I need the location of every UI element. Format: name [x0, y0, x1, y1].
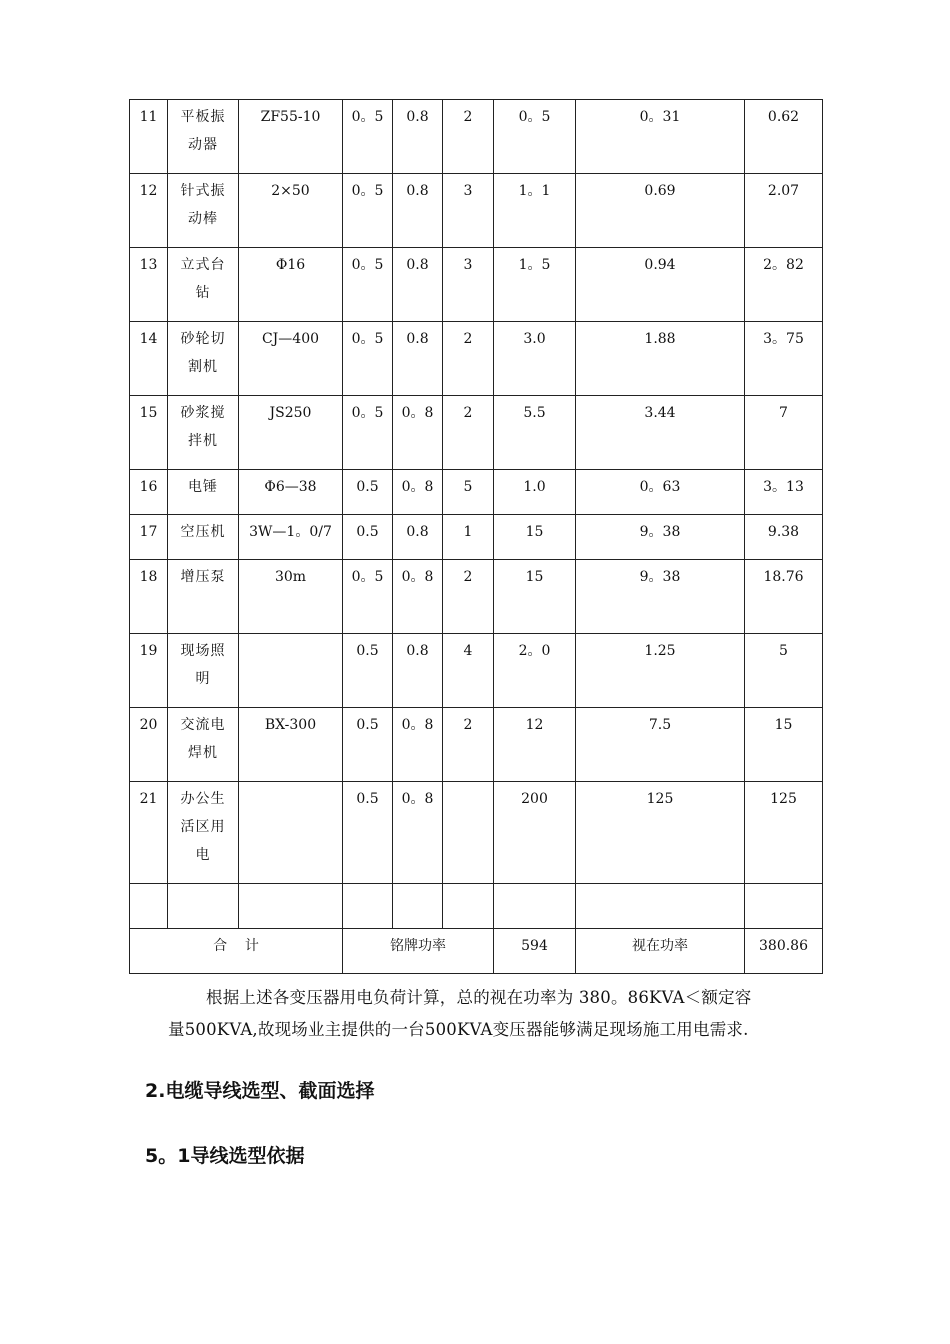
cell-model: [239, 634, 343, 708]
cell-pe: 15: [494, 560, 576, 634]
cell-qty: 2: [443, 560, 494, 634]
cell-pjs: 7.5: [576, 708, 745, 782]
cell-model: 30m: [239, 560, 343, 634]
cell-total: 3。13: [745, 470, 823, 515]
apparent-power-label: 视在功率: [576, 929, 745, 974]
cell-total: 5: [745, 634, 823, 708]
table-row: [130, 634, 823, 708]
table-row: [130, 322, 823, 396]
summary-paragraph: [168, 982, 828, 1046]
cell-kx: 0。5: [343, 396, 393, 470]
cell-kx: 0.5: [343, 782, 393, 884]
cell-empty: [393, 884, 443, 929]
cell-kx: 0.5: [343, 470, 393, 515]
cell-pjs: 9。38: [576, 515, 745, 560]
rated-power-label: 铭牌功率: [343, 929, 494, 974]
table-row: [130, 396, 823, 470]
cell-no: 17: [130, 515, 168, 560]
cell-pjs: 1.25: [576, 634, 745, 708]
section-heading-basis: 5。1导线选型依据: [145, 1145, 305, 1167]
cell-no: 18: [130, 560, 168, 634]
table-row-empty: [130, 884, 823, 929]
table-row: [130, 248, 823, 322]
table-body: [130, 100, 823, 974]
cell-total: 0.62: [745, 100, 823, 174]
section-heading-cable: 2.电缆导线选型、截面选择: [145, 1080, 375, 1102]
cell-model: Φ16: [239, 248, 343, 322]
cell-empty: [239, 884, 343, 929]
table-row: [130, 100, 823, 174]
cell-pjs: 0。63: [576, 470, 745, 515]
cell-empty: [443, 884, 494, 929]
cell-pe: 1。1: [494, 174, 576, 248]
cell-no: 21: [130, 782, 168, 884]
cell-kx: 0.5: [343, 515, 393, 560]
cell-model: CJ—400: [239, 322, 343, 396]
cell-cos: 0。8: [393, 396, 443, 470]
cell-qty: 5: [443, 470, 494, 515]
cell-qty: 2: [443, 396, 494, 470]
cell-pjs: 0.94: [576, 248, 745, 322]
cell-total: 2。82: [745, 248, 823, 322]
cell-model: 2×50: [239, 174, 343, 248]
cell-kx: 0。5: [343, 322, 393, 396]
cell-pjs: 0.69: [576, 174, 745, 248]
cell-model: 3W—1。0/7: [239, 515, 343, 560]
cell-empty: [576, 884, 745, 929]
cell-empty: [745, 884, 823, 929]
apparent-power-value: 380.86: [745, 929, 823, 974]
rated-power-value: 594: [494, 929, 576, 974]
cell-kx: 0.5: [343, 708, 393, 782]
cell-qty: [443, 782, 494, 884]
cell-qty: 3: [443, 174, 494, 248]
sum-label: 合 计: [130, 929, 343, 974]
cell-qty: 2: [443, 708, 494, 782]
cell-qty: 1: [443, 515, 494, 560]
cell-cos: 0.8: [393, 515, 443, 560]
cell-cos: 0。8: [393, 470, 443, 515]
cell-pe: 3.0: [494, 322, 576, 396]
cell-cos: 0.8: [393, 174, 443, 248]
cell-pe: 200: [494, 782, 576, 884]
cell-kx: 0。5: [343, 560, 393, 634]
cell-qty: 2: [443, 322, 494, 396]
table-row: [130, 782, 823, 884]
cell-name: 增压泵: [168, 560, 239, 634]
cell-pe: 5.5: [494, 396, 576, 470]
table-row: [130, 560, 823, 634]
cell-total: 2.07: [745, 174, 823, 248]
cell-no: 11: [130, 100, 168, 174]
cell-total: 9.38: [745, 515, 823, 560]
cell-no: 20: [130, 708, 168, 782]
cell-cos: 0.8: [393, 634, 443, 708]
cell-qty: 2: [443, 100, 494, 174]
cell-total: 7: [745, 396, 823, 470]
cell-empty: [130, 884, 168, 929]
cell-name: 电锤: [168, 470, 239, 515]
cell-empty: [168, 884, 239, 929]
table-row: [130, 174, 823, 248]
cell-qty: 3: [443, 248, 494, 322]
cell-no: 15: [130, 396, 168, 470]
summary-line-2: 量500KVA,故现场业主提供的一台500KVA变压器能够满足现场施工用电需求.: [168, 1020, 749, 1039]
cell-name: 平板振动器: [168, 100, 239, 174]
cell-empty: [494, 884, 576, 929]
table-row: [130, 470, 823, 515]
cell-pe: 2。0: [494, 634, 576, 708]
cell-name: 针式振动棒: [168, 174, 239, 248]
cell-pjs: 125: [576, 782, 745, 884]
cell-pjs: 9。38: [576, 560, 745, 634]
cell-pjs: 0。31: [576, 100, 745, 174]
table-row: [130, 515, 823, 560]
cell-cos: 0.8: [393, 100, 443, 174]
cell-qty: 4: [443, 634, 494, 708]
cell-no: 13: [130, 248, 168, 322]
cell-name: 砂浆搅拌机: [168, 396, 239, 470]
cell-name: 砂轮切割机: [168, 322, 239, 396]
cell-pe: 15: [494, 515, 576, 560]
cell-no: 16: [130, 470, 168, 515]
cell-no: 19: [130, 634, 168, 708]
cell-pe: 1。5: [494, 248, 576, 322]
cell-total: 18.76: [745, 560, 823, 634]
cell-total: 3。75: [745, 322, 823, 396]
cell-pjs: 1.88: [576, 322, 745, 396]
cell-name: 交流电焊机: [168, 708, 239, 782]
cell-total: 15: [745, 708, 823, 782]
cell-name: 办公生活区用电: [168, 782, 239, 884]
cell-name: 立式台钻: [168, 248, 239, 322]
cell-kx: 0。5: [343, 174, 393, 248]
cell-cos: 0。8: [393, 560, 443, 634]
cell-pe: 12: [494, 708, 576, 782]
cell-kx: 0。5: [343, 248, 393, 322]
cell-cos: 0.8: [393, 322, 443, 396]
cell-cos: 0.8: [393, 248, 443, 322]
load-table: [129, 99, 823, 974]
cell-pe: 0。5: [494, 100, 576, 174]
cell-pjs: 3.44: [576, 396, 745, 470]
cell-empty: [343, 884, 393, 929]
cell-model: JS250: [239, 396, 343, 470]
cell-kx: 0。5: [343, 100, 393, 174]
cell-model: BX-300: [239, 708, 343, 782]
table-footer-row: [130, 929, 823, 974]
cell-total: 125: [745, 782, 823, 884]
cell-no: 14: [130, 322, 168, 396]
cell-kx: 0.5: [343, 634, 393, 708]
cell-model: Φ6—38: [239, 470, 343, 515]
summary-line-1: 根据上述各变压器用电负荷计算，总的视在功率为 380。86KVA＜额定容: [206, 988, 752, 1007]
cell-name: 空压机: [168, 515, 239, 560]
cell-cos: 0。8: [393, 708, 443, 782]
cell-name: 现场照明: [168, 634, 239, 708]
cell-model: [239, 782, 343, 884]
cell-pe: 1.0: [494, 470, 576, 515]
cell-model: ZF55-10: [239, 100, 343, 174]
table-row: [130, 708, 823, 782]
cell-no: 12: [130, 174, 168, 248]
cell-cos: 0。8: [393, 782, 443, 884]
